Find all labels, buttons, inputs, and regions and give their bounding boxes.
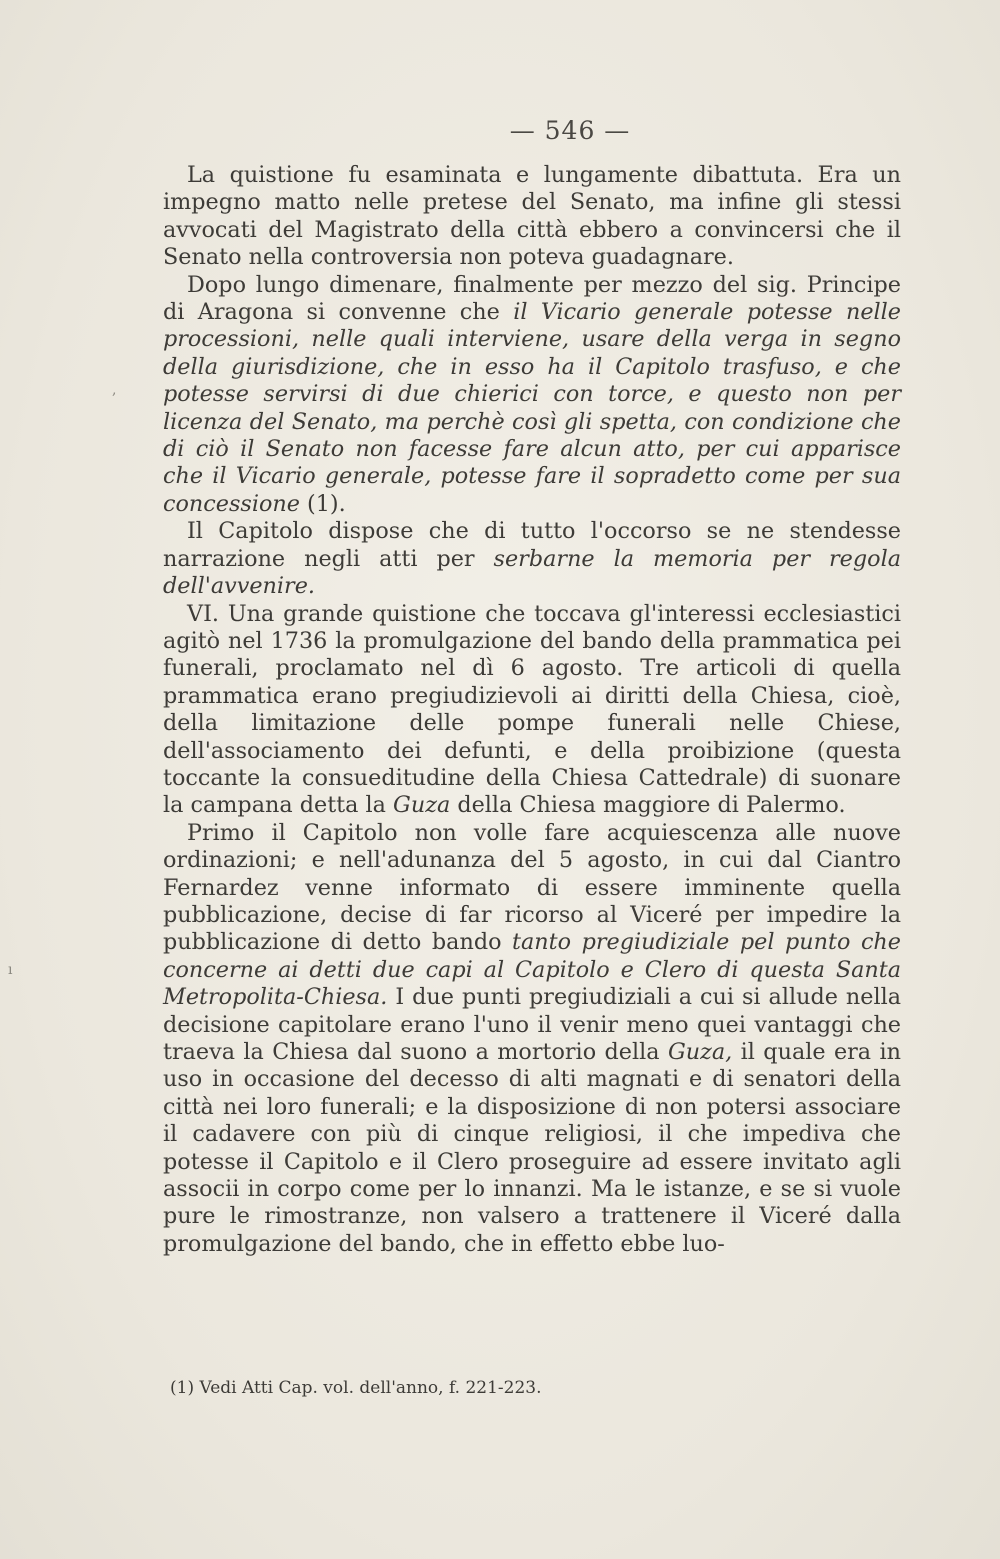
text-run: Primo il Capitolo non volle fare acquiescenza alle nuove ordinazioni; e nell'adunanza del 5 agosto, in cui dal Ciantro Fernardez venne informato di essere imminente quella pubblicazione, decise di far ricorso al Viceré per impedire la pubblicazione di detto bando (163, 819, 901, 956)
text-run: Dopo lungo dimenare, finalmente per mezzo del sig. Principe di Aragona si convenne che (163, 271, 901, 326)
paragraph (163, 601, 901, 820)
margin-mark: ı (8, 962, 13, 978)
body-text (163, 162, 901, 1258)
italic-run: Guza, (667, 1039, 733, 1065)
text-run: (1). (299, 490, 346, 517)
text-run: il quale era in uso in occasione del decesso di alti magnati e di senatori della città nei loro funerali; e la disposizione di non potersi associare il cadavere con più di cinque religiosi, il che impediva che potesse il Capitolo e il Clero proseguire ad essere invitato agli associi in corpo come per lo innanzi. Ma le istanze, e se si vuole pure le rimostranze, non valsero a trattenere il Viceré dalla promulgazione del bando, che in effetto ebbe luo- (163, 1039, 901, 1257)
italic-run: tanto pregiudiziale pel punto che concerne ai detti due capi al Capitolo e Clero di questa Santa Metropolita-Chiesa. (163, 929, 901, 1011)
text-run: della Chiesa maggiore di Palermo. (450, 792, 846, 819)
italic-run: Guza (393, 792, 451, 819)
text-run: I due punti pregiudiziali a cui si allude nella decisione capitolare erano l'uno il venir meno quei vantaggi che traeva la Chiesa dal suono a mortorio della (163, 984, 901, 1065)
paragraph (163, 518, 901, 600)
paragraph (163, 162, 901, 272)
italic-run: serbarne la memoria per regola dell'avvenire. (163, 545, 901, 600)
paragraph (163, 820, 901, 1259)
text-run: Il Capitolo dispose che di tutto l'occorso se ne stendesse narrazione negli atti per (163, 518, 901, 572)
margin-mark: , (112, 382, 117, 398)
italic-run: il Vicario generale potesse nelle processioni, nelle quali interviene, usare della verga in segno della giurisdizione, che in esso ha il Capitolo trasfuso, e che potesse servirsi di due chierici con torce, e questo non per licenza del Senato, ma perchè così gli spetta, con condizione che di ciò il Senato non facesse fare alcun atto, per cui apparisce che il Vicario generale, potesse fare il sopradetto come per sua concessione (163, 299, 902, 517)
text-run: La quistione fu esaminata e lungamente dibattuta. Era un impegno matto nelle pretese del Senato, ma infine gli stessi avvocati del Magistrato della città ebbero a convincersi che il Senato nella controversia non poteva guadagnare. (163, 162, 901, 271)
footnote: (1) Vedi Atti Cap. vol. dell'anno, f. 221-223. (170, 1378, 542, 1398)
page-number: — 546 — (509, 116, 631, 145)
paragraph (163, 272, 901, 519)
text-run: VI. Una grande quistione che toccava gl'interessi ecclesiastici agitò nel 1736 la promulgazione del bando della prammatica pei funerali, proclamato nel dì 6 agosto. Tre articoli di quella prammatica erano pregiudizievoli ai diritti della Chiesa, cioè, della limitazione delle pompe funerali nelle Chiese, dell'associamento dei defunti, e della proibizione (questa toccante la consueditudine della Chiesa Cattedrale) di suonare la campana detta la (163, 600, 901, 819)
